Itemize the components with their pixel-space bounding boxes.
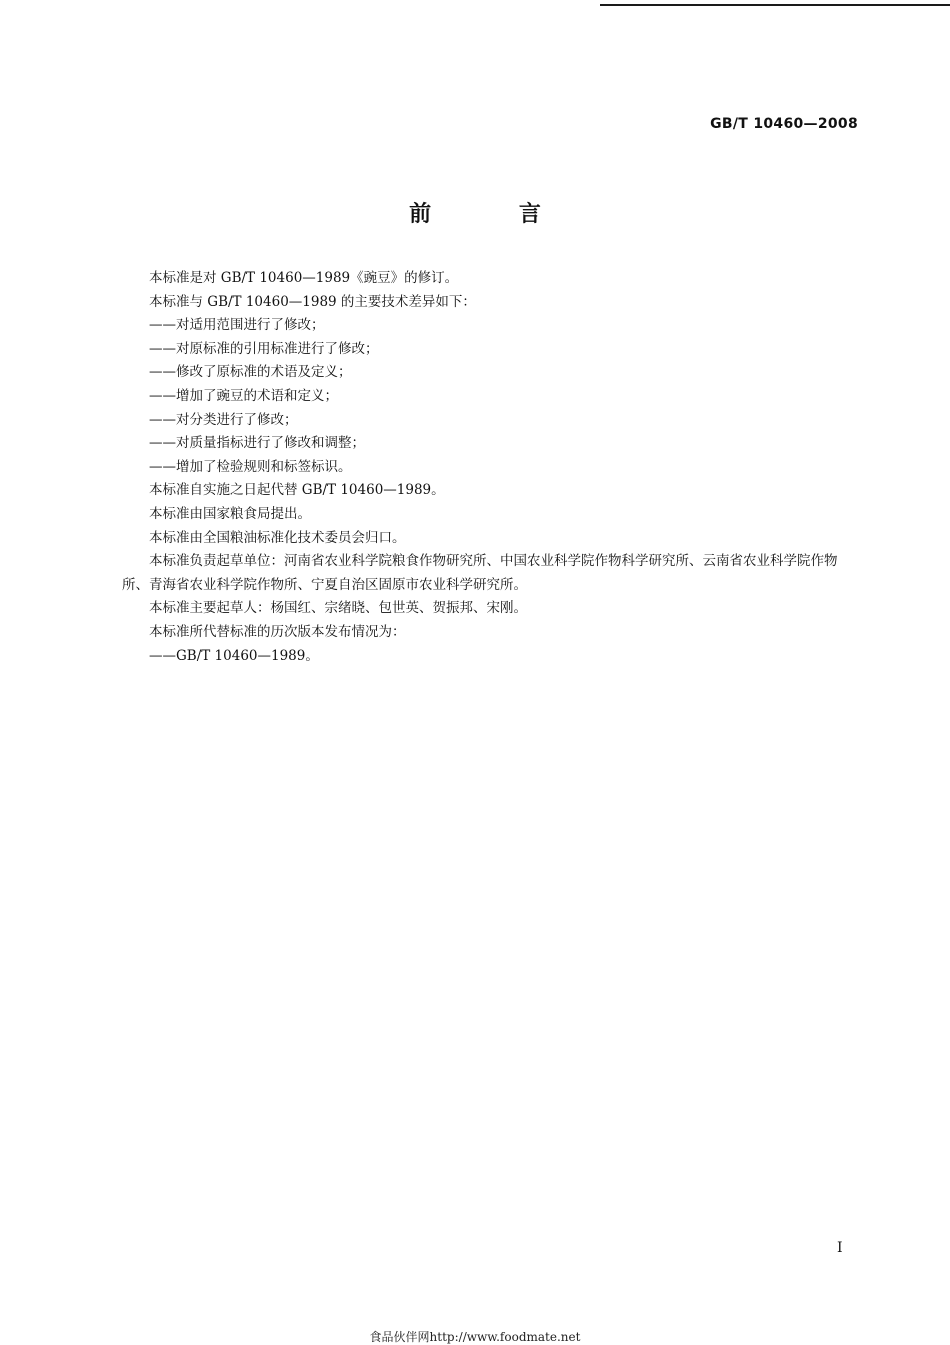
list-item-previous-edition: ——GB/T 10460—1989。	[149, 647, 319, 664]
standard-code: GB/T 10460—2008	[710, 116, 858, 132]
list-item: ——对原标准的引用标准进行了修改；	[149, 340, 379, 357]
paragraph-previous-editions: 本标准所代替标准的历次版本发布情况为：	[149, 623, 406, 640]
paragraph-replaces: 本标准自实施之日起代替 GB/T 10460—1989。	[149, 482, 445, 499]
page-title: 前 言	[409, 202, 581, 227]
list-item: ——对适用范围进行了修改；	[149, 317, 325, 334]
list-item: ——对分类进行了修改；	[149, 411, 298, 428]
list-item: ——对质量指标进行了修改和调整；	[149, 435, 365, 452]
top-rule	[600, 4, 950, 6]
list-item: ——修改了原标准的术语及定义；	[149, 364, 352, 381]
paragraph-proposed-by: 本标准由国家粮食局提出。	[149, 505, 311, 522]
list-item: ——增加了检验规则和标签标识。	[149, 458, 352, 475]
footer-watermark: 食品伙伴网http://www.foodmate.net	[369, 1330, 581, 1344]
paragraph-revision: 本标准是对 GB/T 10460—1989《豌豆》的修订。	[149, 270, 459, 286]
page-number: I	[837, 1240, 843, 1256]
list-item: ——增加了豌豆的术语和定义；	[149, 387, 338, 404]
paragraph-differences-intro: 本标准与 GB/T 10460—1989 的主要技术差异如下：	[149, 293, 476, 310]
foreword-body	[122, 267, 862, 668]
paragraph-centralized-by: 本标准由全国粮油标准化技术委员会归口。	[149, 529, 406, 546]
paragraph-drafting-units: 本标准负责起草单位：河南省农业科学院粮食作物研究所、中国农业科学院作物科学研究所、云南省农业科学院作物所、青海省农业科学院作物所、宁夏自治区固原市农业科学研究所。	[122, 553, 838, 593]
paragraph-drafters: 本标准主要起草人：杨国红、宗绪晓、包世英、贺振邦、宋刚。	[149, 600, 527, 617]
